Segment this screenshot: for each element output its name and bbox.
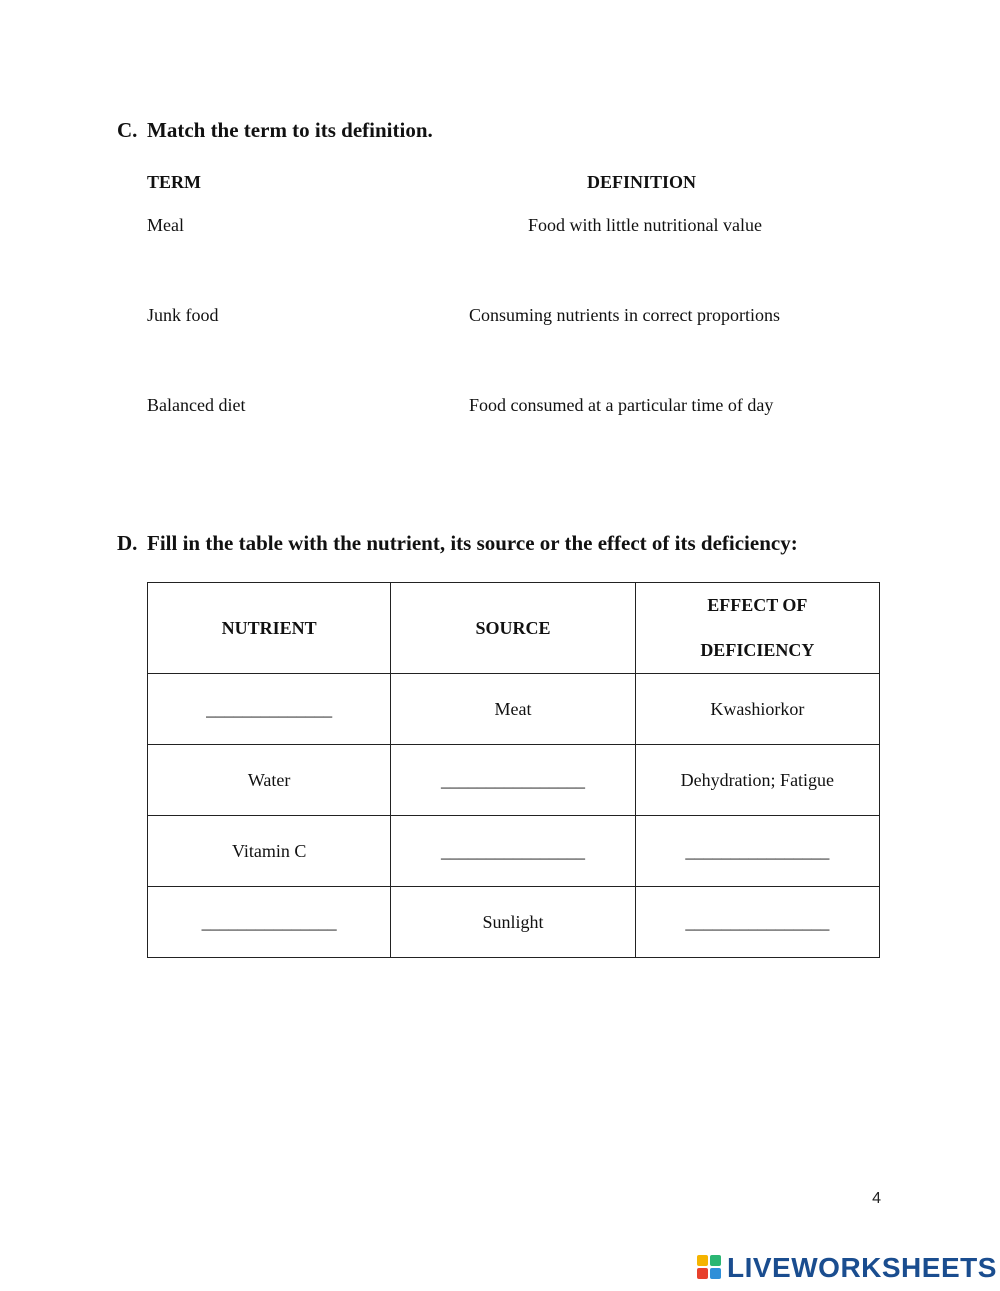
section-c-letter: C. [117,118,138,142]
answer-blank[interactable]: ________________ [635,887,879,958]
liveworksheets-brand [697,1252,997,1284]
liveworksheets-logo-icon [697,1255,723,1281]
nutrient-table [147,582,880,958]
effect-header-line2: DEFICIENCY [700,640,815,660]
answer-blank[interactable]: ________________ [391,816,635,887]
table-row [148,674,880,745]
term-item[interactable]: Balanced diet [147,395,246,415]
definition-item[interactable]: Consuming nutrients in correct proportions [469,305,780,325]
term-item[interactable]: Meal [147,215,184,235]
liveworksheets-wordmark: LIVEWORKSHEETS [727,1252,997,1283]
source-header: SOURCE [391,583,635,674]
section-c-title: Match the term to its definition. [147,118,433,142]
table-cell: Dehydration; Fatigue [635,745,879,816]
table-row [148,745,880,816]
table-row [148,887,880,958]
answer-blank[interactable]: _______________ [148,887,391,958]
table-cell: Kwashiorkor [635,674,879,745]
term-column-header: TERM [147,172,201,192]
table-header-row [148,583,880,674]
table-cell: Water [148,745,391,816]
table-cell: Vitamin C [148,816,391,887]
term-item[interactable]: Junk food [147,305,219,325]
answer-blank[interactable]: ________________ [391,745,635,816]
definition-item[interactable]: Food with little nutritional value [528,215,762,235]
definition-column-header: DEFINITION [587,172,697,192]
table-cell: Sunlight [391,887,635,958]
definition-item[interactable]: Food consumed at a particular time of day [469,395,774,415]
table-row [148,816,880,887]
effect-header [635,583,879,674]
answer-blank[interactable]: ______________ [148,674,391,745]
table-cell: Meat [391,674,635,745]
section-d-title: Fill in the table with the nutrient, its source or the effect of its deficiency: [147,531,798,555]
answer-blank[interactable]: ________________ [635,816,879,887]
page-number: 4 [872,1190,881,1207]
nutrient-header: NUTRIENT [148,583,391,674]
section-d-letter: D. [117,531,138,555]
effect-header-line1: EFFECT OF [707,595,808,615]
